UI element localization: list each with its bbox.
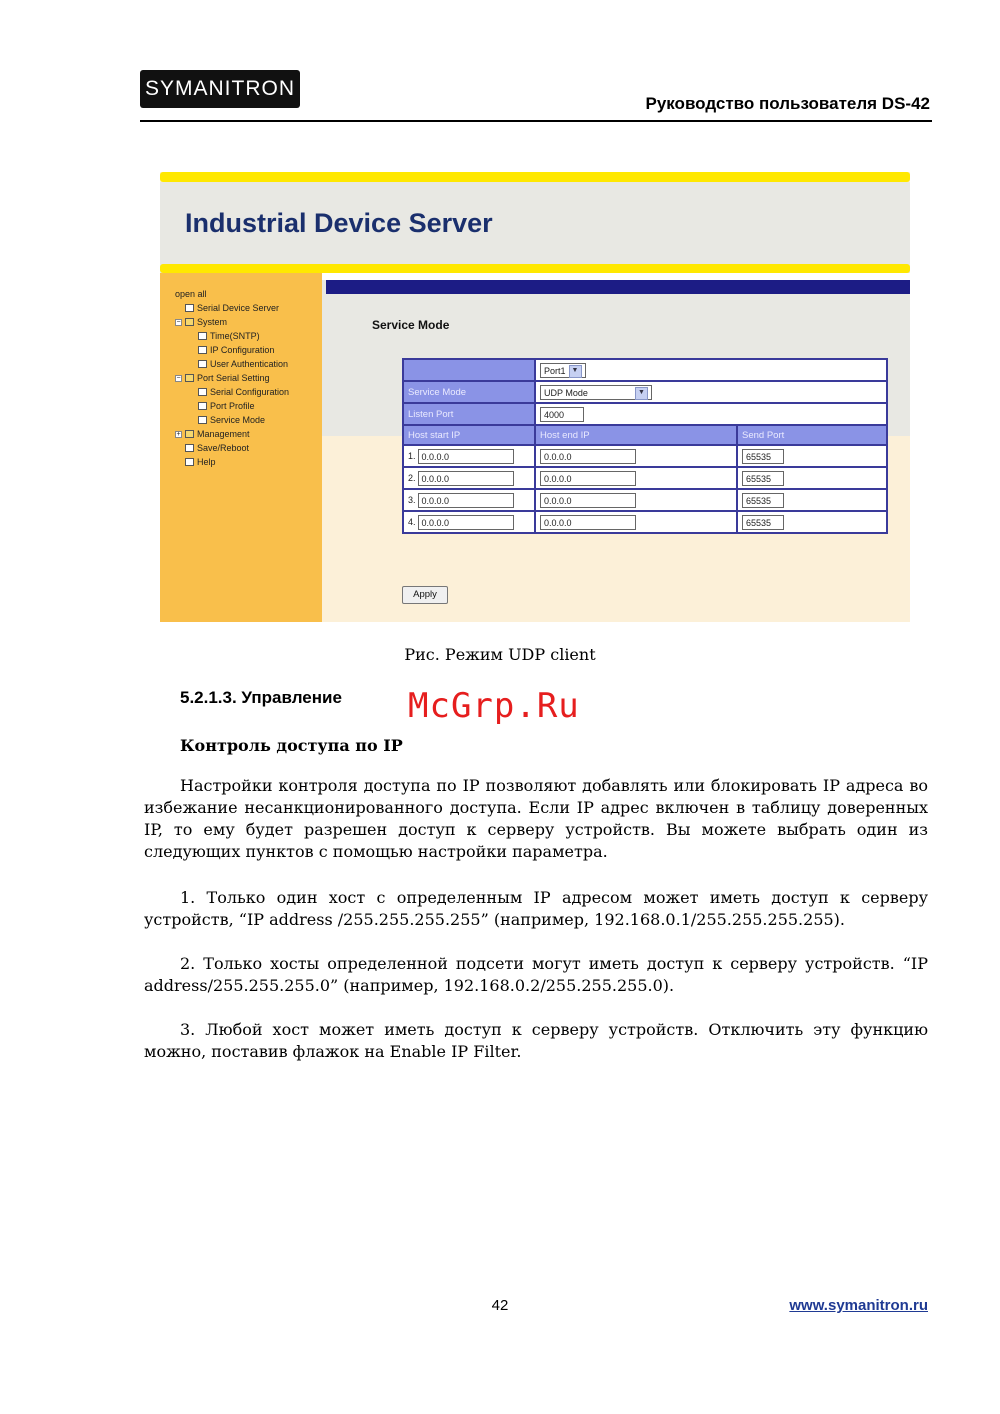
tree-item-serial-device-server[interactable] [185,303,279,313]
paragraph-item-2: 2. Только хосты определенной подсети могут иметь доступ к серверу устройств. “IP address/255.255.255.0” (например, 192.168.0.2/255.255.255.0). [144,954,928,995]
row-number: 1. [408,450,416,461]
page-icon [198,360,207,368]
tree-item-management[interactable] [175,429,250,439]
page-icon [198,332,207,340]
top-accent-bar [160,172,910,182]
send-port-input[interactable]: 65535 [742,449,784,464]
collapse-icon[interactable]: − [176,374,181,382]
paragraph-intro: Настройки контроля доступа по IP позволяют добавлять или блокировать IP адреса во избежание несанкционированного доступа. Если IP адрес включен в таблицу доверенных IP, то ему будет разрешен доступ к серверу устройств. Вы можете выбрать один из следующих пунктов с помощью настройки параметра. [144,776,928,861]
tree-item-help[interactable] [185,457,216,467]
tree-label: Management [197,429,250,439]
paragraph-item-1: 1. Только один хост с определенным IP адресом может иметь доступ к серверу устройств, “IP address /255.255.255.255” (например, 192.168.0.1/255.255.255.255). [144,888,928,929]
host-start-input[interactable]: 0.0.0.0 [418,449,514,464]
send-port-header: Send Port [737,425,887,445]
host-end-input[interactable]: 0.0.0.0 [540,515,636,530]
host-end-header: Host end IP [535,425,737,445]
listen-port-input[interactable]: 4000 [540,407,584,422]
banner-title: Industrial Device Server [185,208,493,238]
listen-port-label: Listen Port [403,403,535,425]
host-start-input[interactable]: 0.0.0.0 [418,515,514,530]
paragraph-item-3: 3. Любой хост может иметь доступ к серверу устройств. Отключить эту функцию можно, поставив флажок на Enable IP Filter. [144,1020,928,1061]
port-select-value: Port1 [544,365,566,376]
port-select-cell [535,359,887,381]
send-port-input[interactable]: 65535 [742,493,784,508]
service-mode-screenshot [160,172,910,622]
page-number: 42 [491,1297,509,1314]
host-end-input[interactable]: 0.0.0.0 [540,471,636,486]
subsection-heading: Контроль доступа по IP [180,736,403,755]
tree-label: IP Configuration [210,345,275,355]
tree-label: User Authentication [210,359,289,369]
listen-port-cell [535,403,887,425]
page-icon [198,402,207,410]
website-link[interactable]: www.symanitron.ru [789,1297,928,1314]
host-end-input[interactable]: 0.0.0.0 [540,493,636,508]
tree-item-time-sntp[interactable] [198,331,260,341]
chevron-down-icon: ▼ [569,365,582,378]
chevron-down-icon: ▼ [635,387,648,400]
tree-label: Serial Device Server [197,303,280,313]
tree-label: System [197,317,228,327]
row-number: 4. [408,516,416,527]
host-row-2 [403,467,887,489]
page-icon [185,458,194,466]
tree-item-save-reboot[interactable] [185,443,249,453]
page-icon [198,346,207,354]
host-row-3 [403,489,887,511]
service-mode-select[interactable] [540,385,652,400]
send-port-input[interactable]: 65535 [742,471,784,486]
tree-label: Save/Reboot [197,443,250,453]
apply-button[interactable]: Apply [402,586,448,604]
folder-icon [185,374,194,382]
host-start-input[interactable]: 0.0.0.0 [418,471,514,486]
tree-item-port-profile[interactable] [198,401,255,411]
content-title-strip [326,280,910,294]
service-mode-label: Service Mode [403,381,535,403]
service-mode-table [402,358,888,534]
tree-item-port-serial-setting[interactable] [175,373,270,383]
content-top-gap [322,273,910,280]
host-end-input[interactable]: 0.0.0.0 [540,449,636,464]
table-corner-cell [403,359,535,381]
tree-label: Help [197,457,216,467]
mid-accent-bar [160,264,910,273]
logo-text: SYMANITRON [144,77,295,100]
tree-label: Port Serial Setting [197,373,270,383]
service-mode-heading: Service Mode [372,318,450,332]
tree-label: Serial Configuration [210,387,290,397]
host-row-4 [403,511,887,533]
watermark: McGrp.Ru [408,686,580,726]
page-icon [198,388,207,396]
symanitron-logo [140,70,300,108]
service-mode-value: UDP Mode [544,387,588,398]
tree-label: Service Mode [210,415,266,425]
page-icon [185,444,194,452]
page-icon [198,416,207,424]
expand-icon[interactable]: + [176,430,181,438]
tree-label: Port Profile [210,401,255,411]
send-port-input[interactable]: 65535 [742,515,784,530]
port-select[interactable] [540,363,586,378]
tree-open-all[interactable] [175,289,207,299]
row-number: 2. [408,472,416,483]
tree-item-serial-configuration[interactable] [198,387,289,397]
figure-caption: Рис. Режим UDP client [404,645,596,664]
tree-label: open all [175,289,207,299]
service-mode-cell [535,381,887,403]
tree-label: Time(SNTP) [210,331,260,341]
host-start-header: Host start IP [403,425,535,445]
collapse-icon[interactable]: − [176,318,181,326]
tree-item-ip-configuration[interactable] [198,345,274,355]
host-start-input[interactable]: 0.0.0.0 [418,493,514,508]
row-number: 3. [408,494,416,505]
tree-item-system[interactable] [175,317,227,327]
tree-item-service-mode[interactable] [198,415,265,425]
folder-icon [185,318,194,326]
tree-item-user-authentication[interactable] [198,359,288,369]
page-icon [185,304,194,312]
folder-icon [185,430,194,438]
section-heading: 5.2.1.3. Управление [180,688,342,707]
header-divider [140,120,932,122]
host-row-1 [403,445,887,467]
document-title: Руководство пользователя DS-42 [645,94,930,113]
